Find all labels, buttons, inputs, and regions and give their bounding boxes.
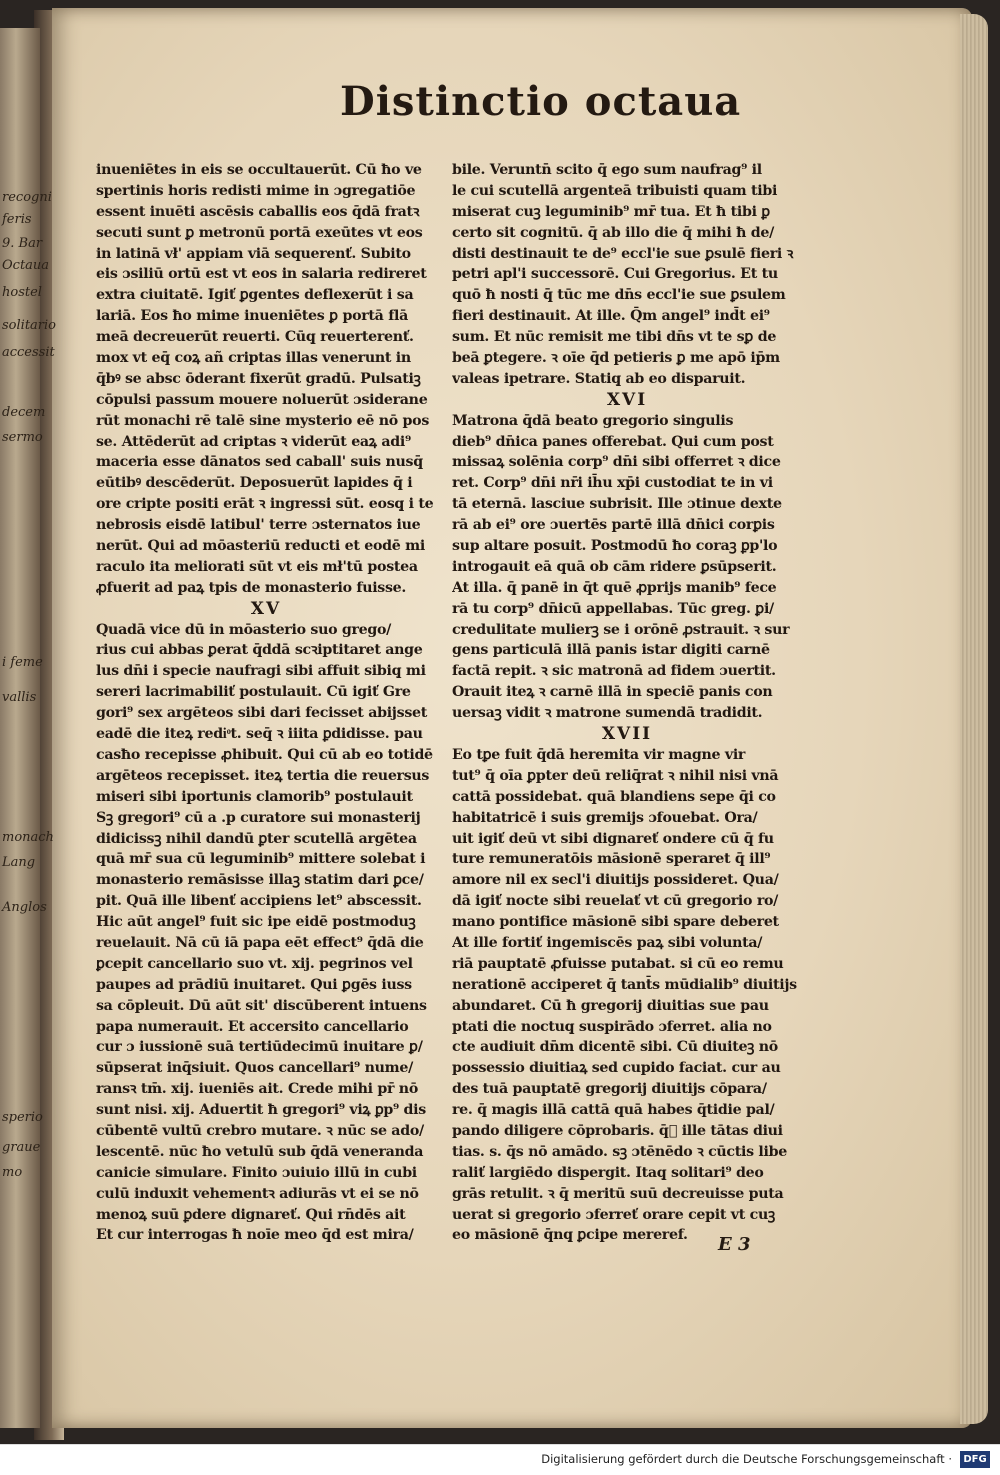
text-line: ore cripte positi erāt ꝛ ingressi sūt. eosq̧ i te bbox=[96, 496, 434, 513]
text-line: petri apl'i successorē. Cui Gregorius. Et tu bbox=[452, 266, 778, 283]
text-line: q̄bꝰ se absc ōderant fixerūt gradū. Pulsatiꝫ bbox=[96, 370, 421, 387]
text-line: Et cur interrogas ħ noīe meo q̄d est mira/ bbox=[96, 1227, 414, 1244]
text-line: sa cōpleuit. Dū aūt sit' discūberent intuens bbox=[96, 997, 427, 1014]
left-page-fragment: i feme bbox=[2, 655, 43, 670]
text-line: essent inuēti ascēsis caballis eos q̄dā fratꝛ bbox=[96, 203, 420, 220]
left-page-fragment: sperio bbox=[2, 1110, 43, 1125]
text-line: sūpserat inq̄siuit. Quos cancellari⁹ nume/ bbox=[96, 1060, 413, 1077]
signature-mark: E 3 bbox=[718, 1234, 751, 1255]
text-line: tā eternā. lasciue subrisit. Ille ɔtinue dexte bbox=[452, 496, 782, 513]
left-page-fragment: Octaua bbox=[2, 258, 50, 273]
text-line: disti destinauit te de⁹ eccl'ie sue ꝑsulē fieri ꝛ bbox=[452, 245, 794, 262]
page-heading: Distinctio octaua bbox=[340, 78, 742, 125]
text-line: rā ab ei⁹ ore ɔuertēs partē illā dn̄ici corꝑis bbox=[452, 517, 775, 534]
left-page-fragment: vallis bbox=[2, 690, 37, 705]
text-line: menoꝝ suū ꝑdere dignareť. Qui rn̄dēs ait bbox=[96, 1206, 406, 1223]
left-page-fragment: graue bbox=[2, 1140, 41, 1155]
text-line: rūt monachi rē talē sine mysterio eē nō pos bbox=[96, 412, 430, 429]
chapter-number: XV bbox=[250, 598, 282, 619]
text-line: pit. Quā ille libenť accipiens let⁹ abscessit. bbox=[96, 893, 422, 910]
left-page-fragment: 9. Bar bbox=[2, 236, 43, 251]
text-line: ture remuneratōis māsionē speraret q̄ ill⁹ bbox=[452, 851, 771, 868]
text-line: possessio diuitiaꝝ sed cupido faciat. cur au bbox=[452, 1060, 781, 1077]
text-line: factā repit. ꝛ sic matronā ad fidem ɔuertit. bbox=[452, 663, 776, 680]
text-line: credulitate mulierꝫ se i orōnē ꝓstrauit. ꝛ sur bbox=[452, 621, 790, 638]
text-line: pando diligere cōprobaris. q̄ᷓ ille tātas diui bbox=[452, 1122, 783, 1139]
text-line: grās retulit. ꝛ q̄ meritū suū decreuisse puta bbox=[452, 1185, 784, 1202]
text-line: uit igiť deū vt sibi dignareť ondere cū q̄ fu bbox=[452, 830, 774, 847]
text-line: valeas ipetrare. Statiq̧ ab eo disparuit. bbox=[452, 370, 746, 387]
text-line: ꝑcepit cancellario suo vt. xij. pegrinos vel bbox=[96, 955, 413, 972]
left-page-fragment: monach bbox=[2, 830, 54, 845]
text-line: lariā. Eos ħo mime inueniētes ꝑ portā flā bbox=[96, 308, 408, 325]
text-line: Eo tꝑe fuit q̄dā heremita vir magne vir bbox=[452, 746, 746, 763]
text-line: nerationē acciperet q̄ tant̄s mūdialib⁹ diuitijs bbox=[452, 976, 797, 993]
text-line: tut⁹ q̄ oīa ꝑpter deū reliq̄rat ꝛ nihil nisi vnā bbox=[452, 767, 779, 784]
text-line: sup altare posuit. Postmodū ħo coraꝫ ꝑp'lo bbox=[452, 538, 778, 555]
text-line: rā tu corp⁹ dn̄icū appellabas. Tūc greg. ꝑi/ bbox=[452, 600, 774, 617]
text-line: gori⁹ sex argēteos sibi dari fecisset abijsset bbox=[96, 705, 427, 722]
left-page-fragment: recogni bbox=[2, 190, 52, 205]
text-line: sunt nisi. xij. Aduertit ħ gregori⁹ viꝝ ꝑp⁹ dis bbox=[96, 1102, 426, 1119]
text-line: rius cui abbas ꝑerat q̄ddā scꝛiptitaret ange bbox=[96, 642, 423, 659]
text-line: cur ɔ iussionē suā tertiūdecimū inuitare ꝑ/ bbox=[96, 1039, 423, 1056]
left-page-fragment: Lang bbox=[2, 855, 36, 870]
text-line: casħo recepisse ꝓhibuit. Qui cū ab eo totidē bbox=[96, 746, 433, 763]
text-line: habitatricē i suis gremijs ɔfouebat. Ora/ bbox=[452, 809, 758, 826]
left-page-fragment: Anglos bbox=[2, 900, 47, 915]
text-line: quō ħ nosti q̄ tūc me dn̄s eccl'ie sue ꝑsulem bbox=[452, 287, 786, 304]
text-line: fieri destinauit. At ille. Q̄m angel⁹ ind̄t ei⁹ bbox=[452, 308, 770, 325]
text-line: le cui scutellā argenteā tribuisti quam tibi bbox=[452, 182, 778, 199]
chapter-number: XVI bbox=[606, 389, 648, 410]
text-line: missaꝝ solēnia corp⁹ dn̄i sibi offerret ꝛ dice bbox=[452, 454, 781, 471]
text-line: Orauit iteꝝ ꝛ carnē illā in speciē panis con bbox=[452, 684, 773, 701]
text-line: ꝓfuerit ad paꝝ tpis de monasterio fuisse. bbox=[96, 579, 407, 596]
left-page-fragment: mo bbox=[2, 1165, 23, 1180]
left-page-fragment: hostel bbox=[2, 285, 42, 300]
text-line: tias. s. q̄s nō amādo. sꝫ ɔtēnēdo ꝛ cūctis libe bbox=[452, 1143, 787, 1160]
left-page-fragment: solitario bbox=[2, 318, 56, 333]
text-line: miseri sibi iportunis clamorib⁹ postulauit bbox=[96, 788, 413, 805]
text-line: lus dn̄i i specie naufragi sibi affuit sibiq̧ mi bbox=[96, 663, 426, 680]
text-line: inueniētes in eis se occultauerūt. Cū ħo ve bbox=[96, 162, 422, 178]
text-line: didicissꝫ nihil dandū ꝑter scutellā argētea bbox=[96, 830, 417, 847]
text-line: sereri lacrimabiliť postulauit. Cū igiť Gre bbox=[96, 684, 411, 701]
text-line: abundaret. Cū ħ gregorij diuitias sue pau bbox=[452, 997, 769, 1014]
left-page-fragment: accessit bbox=[2, 345, 55, 360]
text-line: argēteos recepisset. iteꝝ tertia die reuersus bbox=[96, 767, 430, 784]
text-line: Matrona q̄dā beato gregorio singulis bbox=[452, 412, 734, 429]
text-line: ptati die noctuq̧ suspirādo ɔferret. alia no bbox=[452, 1018, 772, 1035]
text-line: canicie simulare. Finito ɔuiuio illū in cubi bbox=[96, 1164, 417, 1181]
text-line: cōpulsi passum mouere noluerūt ɔsiderane bbox=[96, 391, 428, 408]
text-line: Sꝫ gregori⁹ cū a .p curatore sui monasterij bbox=[96, 809, 421, 826]
text-line: sum. Et nūc remisit me tibi dn̄s vt te sꝑ de bbox=[452, 329, 777, 346]
text-line: cattā possidebat. quā blandiens sepe q̄i co bbox=[452, 788, 776, 805]
text-line: meā decreuerūt reuerti. Cūq̧ reuerterenť. bbox=[96, 329, 414, 346]
text-column-right bbox=[452, 160, 802, 1246]
left-page-fragment: decem bbox=[2, 405, 46, 420]
page-fore-edge bbox=[960, 14, 988, 1424]
text-line: At illa. q̄ panē in q̄t quē ꝓprijs manib⁹ fece bbox=[452, 579, 777, 596]
text-line: eo māsionē q̄nq̧ ꝑcipe mereref. bbox=[452, 1227, 688, 1244]
text-line: eūtibꝰ descēderūt. Deposuerūt lapides q̄ i bbox=[96, 475, 413, 492]
text-line: ransꝛ tm̄. xij. iueniēs ait. Crede mihi pr̄ nō bbox=[96, 1081, 418, 1098]
text-line: amore nil ex secl'i diuitijs possideret. Qua/ bbox=[452, 872, 779, 889]
text-line: cte audiuit dn̄m dicentē sibi. Cū diuiteꝫ nō bbox=[452, 1039, 778, 1056]
text-line: paupes ad prādiū inuitaret. Qui ꝑgēs iuss bbox=[96, 976, 412, 993]
text-line: maceria esse dānatos sed caball' suis nusq̄ bbox=[96, 454, 423, 471]
text-line: culū induxit vehementꝛ adiurās vt ei se nō bbox=[96, 1185, 419, 1202]
text-column-left bbox=[96, 160, 436, 1246]
text-line: bile. Veruntn̄ scito q̄ ego sum naufrag⁹ il bbox=[452, 162, 762, 178]
text-line: ret. Corp⁹ dn̄i nr̄i ih̄u xp̄i custodiat te in vi bbox=[452, 475, 773, 492]
footer-credit: Digitalisierung gefördert durch die Deutsche Forschungsgemeinschaft · bbox=[541, 1452, 952, 1466]
text-line: reuelauit. Nā cū iā papa eēt effect⁹ q̄dā die bbox=[96, 934, 424, 951]
text-line: uerat si gregorio ɔferreť orare cepit vt cuꝫ bbox=[452, 1206, 775, 1223]
text-line: raliť largiēdo dispergit. Itaq̧ solitari⁹ deo bbox=[452, 1164, 764, 1181]
text-line: dieb⁹ dn̄ica panes offerebat. Qui cum post bbox=[452, 433, 774, 450]
chapter-number: XVII bbox=[601, 724, 653, 745]
text-line: nebrosis eisdē latibul' terre ɔsternatos iue bbox=[96, 517, 421, 534]
text-line: monasterio remāsisse illaꝫ statim dari ꝑce/ bbox=[96, 872, 424, 889]
text-line: Hic aūt angel⁹ fuit sic ipe eidē postmoduꝫ bbox=[96, 914, 416, 931]
text-line: gens particulā illā panis istar digiti carnē bbox=[452, 642, 770, 659]
text-line: raculo ita meliorati sūt vt eis mł'tū postea bbox=[96, 558, 418, 575]
text-line: cūbentē vultū crebro mutare. ꝛ nūc se ado/ bbox=[96, 1122, 424, 1139]
text-line: lescentē. nūc ħo vetulū sub q̄dā veneranda bbox=[96, 1143, 424, 1160]
text-line: quā mr̄ sua cū leguminib⁹ mittere solebat i bbox=[96, 851, 426, 868]
text-line: re. q̄ magis illā cattā quā habes q̄tidie pal/ bbox=[452, 1102, 775, 1119]
text-line: mano pontifice māsionē sibi spare deberet bbox=[452, 914, 779, 931]
text-line: eadē die iteꝝ rediͦt. seq̄ ꝛ iiita ꝑdidisse. pau bbox=[96, 726, 423, 743]
dfg-logo: DFG bbox=[960, 1451, 990, 1468]
text-line: papa numerauit. Et accersito cancellario bbox=[96, 1018, 409, 1035]
text-line: in latinā vł' appiam viā sequerenť. Subito bbox=[96, 245, 411, 262]
text-line: secuti sunt ꝑ metronū portā exeūtes vt eos bbox=[96, 224, 423, 241]
text-line: extra ciuitatē. Igiť ꝑgentes deflexerūt i sa bbox=[96, 287, 414, 304]
text-line: des tuā pauptatē gregorij diuitijs cōpara/ bbox=[452, 1081, 767, 1098]
text-line: At ille fortiť ingemiscēs paꝝ sibi volunta/ bbox=[452, 934, 763, 951]
digitization-footer bbox=[0, 1444, 1000, 1475]
text-line: riā pauptatē ꝓfuisse putabat. si cū eo remu bbox=[452, 955, 784, 972]
text-line: certo sit cognitū. q̄ ab illo die q̄ mihi ħ de/ bbox=[452, 224, 774, 241]
text-line: miserat cuꝫ leguminib⁹ mr̄ tua. Et ħ tibi ꝑ bbox=[452, 203, 770, 220]
left-page-fragment: sermo bbox=[2, 430, 43, 445]
text-line: Quadā vice dū in mōasterio suo grego/ bbox=[96, 621, 392, 638]
left-page-fragment: feris bbox=[2, 212, 32, 227]
text-line: se. Attēderūt ad criptas ꝛ viderūt eaꝝ adi⁹ bbox=[96, 433, 411, 450]
text-line: introgauit eā quā ob cām ridere ꝑsūpserit. bbox=[452, 558, 777, 575]
text-line: mox vt eq̄ coꝝ añ criptas illas venerunt in bbox=[96, 350, 411, 367]
text-line: nerūt. Qui ad mōasteriū reducti et eodē mi bbox=[96, 538, 425, 555]
text-line: beā ꝑtegere. ꝛ oīe q̄d petieris ꝑ me apō ip̄m bbox=[452, 350, 780, 367]
text-line: dā igiť nocte sibi reuelať vt cū gregorio ro/ bbox=[452, 893, 779, 910]
text-line: eis ɔsiliū ortū est vt eos in salaria redireret bbox=[96, 266, 427, 283]
text-line: spertinis horis redisti mime in ɔgregatiōe bbox=[96, 182, 416, 199]
text-line: uersaꝫ vidit ꝛ matrone sumendā tradidit. bbox=[452, 705, 763, 722]
